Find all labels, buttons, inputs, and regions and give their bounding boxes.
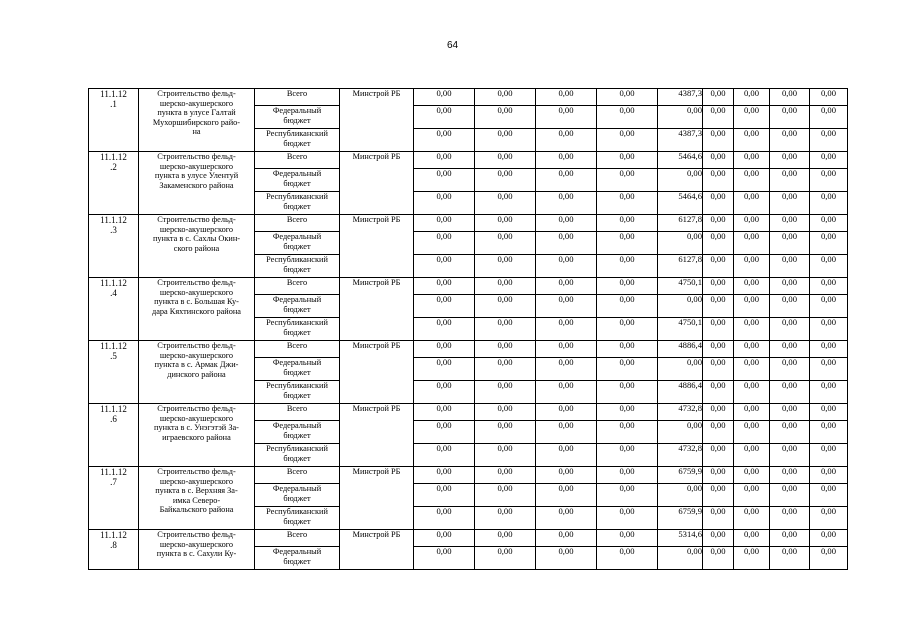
table-row: [89, 89, 848, 106]
value-cell: 0,00: [475, 467, 536, 484]
table-row: [89, 404, 848, 421]
item-number: 11.1.12 .5: [89, 341, 139, 404]
value-cell: 4886,4: [658, 341, 703, 358]
value-cell: 0,00: [734, 295, 770, 318]
value-cell: 0,00: [658, 295, 703, 318]
funding-source: Федеральный бюджет: [255, 295, 340, 318]
value-cell: 0,00: [810, 232, 848, 255]
value-cell: 0,00: [810, 169, 848, 192]
executor: Минстрой РБ: [340, 530, 414, 570]
value-cell: 0,00: [475, 106, 536, 129]
funding-source: Федеральный бюджет: [255, 232, 340, 255]
value-cell: 0,00: [734, 381, 770, 404]
value-cell: 0,00: [770, 547, 810, 570]
value-cell: 0,00: [597, 507, 658, 530]
value-cell: 0,00: [536, 318, 597, 341]
value-cell: 0,00: [810, 381, 848, 404]
value-cell: 0,00: [703, 507, 734, 530]
value-cell: 0,00: [770, 421, 810, 444]
value-cell: 0,00: [597, 421, 658, 444]
value-cell: 0,00: [734, 318, 770, 341]
value-cell: 0,00: [770, 152, 810, 169]
value-cell: 0,00: [770, 318, 810, 341]
value-cell: 0,00: [810, 192, 848, 215]
funding-source: Федеральный бюджет: [255, 547, 340, 570]
value-cell: 0,00: [770, 255, 810, 278]
item-name: Строительство фельд- шерско-акушерского пункта в с. Армак Джи- динского района: [139, 341, 255, 404]
value-cell: 0,00: [597, 255, 658, 278]
value-cell: 0,00: [475, 341, 536, 358]
value-cell: 6127,8: [658, 255, 703, 278]
value-cell: 0,00: [597, 232, 658, 255]
value-cell: 0,00: [597, 530, 658, 547]
value-cell: 0,00: [734, 530, 770, 547]
value-cell: 5464,6: [658, 152, 703, 169]
value-cell: 0,00: [597, 152, 658, 169]
item-number: 11.1.12 .2: [89, 152, 139, 215]
value-cell: 0,00: [597, 484, 658, 507]
value-cell: 0,00: [475, 381, 536, 404]
value-cell: 0,00: [703, 341, 734, 358]
value-cell: 0,00: [770, 169, 810, 192]
value-cell: 0,00: [734, 467, 770, 484]
value-cell: 0,00: [597, 318, 658, 341]
value-cell: 0,00: [770, 278, 810, 295]
funding-source: Республиканский бюджет: [255, 192, 340, 215]
item-name: Строительство фельд- шерско-акушерского пункта в с. Большая Ку- дара Кяхтинского района: [139, 278, 255, 341]
value-cell: 0,00: [703, 444, 734, 467]
value-cell: 0,00: [597, 129, 658, 152]
funding-table: [88, 88, 848, 570]
value-cell: 0,00: [597, 215, 658, 232]
value-cell: 0,00: [658, 169, 703, 192]
value-cell: 4886,4: [658, 381, 703, 404]
item-name: Строительство фельд- шерско-акушерского пункта в с. Верхняя За- имка Северо- Байкальского района: [139, 467, 255, 530]
funding-source: Всего: [255, 341, 340, 358]
value-cell: 0,00: [414, 547, 475, 570]
value-cell: 0,00: [734, 444, 770, 467]
value-cell: 4750,1: [658, 318, 703, 341]
funding-source: Федеральный бюджет: [255, 484, 340, 507]
value-cell: 0,00: [414, 192, 475, 215]
value-cell: 0,00: [770, 444, 810, 467]
executor: Минстрой РБ: [340, 152, 414, 215]
executor: Минстрой РБ: [340, 341, 414, 404]
value-cell: 6127,8: [658, 215, 703, 232]
table-row: [89, 278, 848, 295]
value-cell: 0,00: [810, 341, 848, 358]
value-cell: 0,00: [414, 444, 475, 467]
funding-source: Всего: [255, 404, 340, 421]
funding-source: Всего: [255, 89, 340, 106]
value-cell: 0,00: [414, 530, 475, 547]
value-cell: 0,00: [536, 358, 597, 381]
value-cell: 0,00: [770, 358, 810, 381]
value-cell: 0,00: [734, 232, 770, 255]
value-cell: 0,00: [475, 507, 536, 530]
executor: Минстрой РБ: [340, 278, 414, 341]
table-row: [89, 152, 848, 169]
value-cell: 0,00: [770, 295, 810, 318]
value-cell: 0,00: [414, 152, 475, 169]
value-cell: 0,00: [414, 358, 475, 381]
value-cell: 0,00: [536, 232, 597, 255]
value-cell: 0,00: [703, 547, 734, 570]
item-number: 11.1.12 .6: [89, 404, 139, 467]
value-cell: 0,00: [536, 507, 597, 530]
value-cell: 0,00: [536, 129, 597, 152]
value-cell: 0,00: [770, 129, 810, 152]
value-cell: 0,00: [536, 530, 597, 547]
value-cell: 0,00: [414, 484, 475, 507]
value-cell: 0,00: [770, 215, 810, 232]
value-cell: 5464,6: [658, 192, 703, 215]
value-cell: 0,00: [414, 278, 475, 295]
value-cell: 0,00: [475, 192, 536, 215]
funding-source: Всего: [255, 530, 340, 547]
value-cell: 0,00: [536, 278, 597, 295]
value-cell: 0,00: [734, 89, 770, 106]
value-cell: 0,00: [703, 129, 734, 152]
value-cell: 0,00: [810, 507, 848, 530]
value-cell: 0,00: [475, 358, 536, 381]
value-cell: 0,00: [475, 278, 536, 295]
value-cell: 0,00: [414, 129, 475, 152]
item-number: 11.1.12 .3: [89, 215, 139, 278]
value-cell: 0,00: [734, 255, 770, 278]
value-cell: 0,00: [734, 169, 770, 192]
value-cell: 0,00: [597, 278, 658, 295]
value-cell: 0,00: [703, 381, 734, 404]
value-cell: 0,00: [810, 421, 848, 444]
value-cell: 0,00: [414, 404, 475, 421]
value-cell: 0,00: [658, 484, 703, 507]
value-cell: 0,00: [770, 192, 810, 215]
funding-source: Федеральный бюджет: [255, 421, 340, 444]
value-cell: 0,00: [770, 89, 810, 106]
value-cell: 0,00: [475, 152, 536, 169]
value-cell: 0,00: [810, 530, 848, 547]
item-number: 11.1.12 .4: [89, 278, 139, 341]
value-cell: 0,00: [414, 381, 475, 404]
value-cell: 0,00: [597, 295, 658, 318]
value-cell: 0,00: [475, 484, 536, 507]
value-cell: 0,00: [475, 129, 536, 152]
value-cell: 0,00: [536, 404, 597, 421]
value-cell: 0,00: [597, 89, 658, 106]
value-cell: 0,00: [810, 295, 848, 318]
value-cell: 0,00: [536, 444, 597, 467]
value-cell: 4387,3: [658, 89, 703, 106]
value-cell: 0,00: [475, 444, 536, 467]
value-cell: 0,00: [414, 232, 475, 255]
value-cell: 0,00: [734, 106, 770, 129]
funding-source: Республиканский бюджет: [255, 507, 340, 530]
item-name: Строительство фельд- шерско-акушерского пункта в с. Унэгэтэй За- играевского района: [139, 404, 255, 467]
funding-source: Республиканский бюджет: [255, 129, 340, 152]
value-cell: 5314,6: [658, 530, 703, 547]
item-number: 11.1.12 .7: [89, 467, 139, 530]
value-cell: 0,00: [414, 341, 475, 358]
value-cell: 0,00: [703, 192, 734, 215]
value-cell: 0,00: [597, 547, 658, 570]
funding-source: Республиканский бюджет: [255, 318, 340, 341]
value-cell: 0,00: [536, 341, 597, 358]
value-cell: 0,00: [770, 507, 810, 530]
value-cell: 0,00: [597, 341, 658, 358]
value-cell: 0,00: [734, 358, 770, 381]
value-cell: 0,00: [810, 255, 848, 278]
value-cell: 0,00: [475, 215, 536, 232]
value-cell: 0,00: [734, 152, 770, 169]
value-cell: 0,00: [536, 547, 597, 570]
value-cell: 0,00: [536, 106, 597, 129]
value-cell: 0,00: [770, 530, 810, 547]
value-cell: 0,00: [810, 106, 848, 129]
value-cell: 0,00: [703, 530, 734, 547]
executor: Минстрой РБ: [340, 467, 414, 530]
value-cell: 6759,9: [658, 507, 703, 530]
value-cell: 0,00: [536, 421, 597, 444]
value-cell: 0,00: [734, 192, 770, 215]
value-cell: 0,00: [597, 192, 658, 215]
value-cell: 0,00: [475, 547, 536, 570]
value-cell: 0,00: [536, 295, 597, 318]
value-cell: 0,00: [770, 404, 810, 421]
value-cell: 0,00: [810, 89, 848, 106]
value-cell: 0,00: [810, 547, 848, 570]
value-cell: 0,00: [597, 106, 658, 129]
funding-source: Всего: [255, 152, 340, 169]
value-cell: 0,00: [810, 152, 848, 169]
executor: Минстрой РБ: [340, 89, 414, 152]
funding-source: Всего: [255, 278, 340, 295]
value-cell: 4750,1: [658, 278, 703, 295]
value-cell: 0,00: [734, 421, 770, 444]
value-cell: 0,00: [703, 318, 734, 341]
value-cell: 0,00: [658, 421, 703, 444]
funding-source: Республиканский бюджет: [255, 255, 340, 278]
value-cell: 0,00: [597, 381, 658, 404]
value-cell: 0,00: [703, 421, 734, 444]
value-cell: 0,00: [475, 318, 536, 341]
value-cell: 0,00: [475, 89, 536, 106]
value-cell: 0,00: [703, 404, 734, 421]
value-cell: 0,00: [597, 467, 658, 484]
value-cell: 0,00: [703, 358, 734, 381]
value-cell: 0,00: [810, 484, 848, 507]
item-number: 11.1.12 .1: [89, 89, 139, 152]
value-cell: 0,00: [703, 169, 734, 192]
value-cell: 0,00: [703, 255, 734, 278]
value-cell: 0,00: [703, 106, 734, 129]
value-cell: 0,00: [597, 444, 658, 467]
value-cell: 0,00: [414, 255, 475, 278]
value-cell: 0,00: [658, 547, 703, 570]
value-cell: 0,00: [475, 421, 536, 444]
value-cell: 0,00: [734, 404, 770, 421]
value-cell: 4732,8: [658, 444, 703, 467]
value-cell: 0,00: [703, 215, 734, 232]
value-cell: 4387,3: [658, 129, 703, 152]
value-cell: 0,00: [536, 152, 597, 169]
value-cell: 0,00: [810, 129, 848, 152]
value-cell: 0,00: [810, 318, 848, 341]
value-cell: 0,00: [414, 89, 475, 106]
item-name: Строительство фельд- шерско-акушерского пункта в с. Сахули Ку-: [139, 530, 255, 570]
executor: Минстрой РБ: [340, 404, 414, 467]
funding-source: Республиканский бюджет: [255, 381, 340, 404]
value-cell: 0,00: [414, 421, 475, 444]
funding-source: Всего: [255, 215, 340, 232]
item-number: 11.1.12 .8: [89, 530, 139, 570]
value-cell: 0,00: [703, 232, 734, 255]
value-cell: 0,00: [703, 278, 734, 295]
value-cell: 0,00: [536, 169, 597, 192]
table-row: [89, 341, 848, 358]
table-row: [89, 530, 848, 547]
value-cell: 0,00: [734, 507, 770, 530]
executor: Минстрой РБ: [340, 215, 414, 278]
funding-source: Всего: [255, 467, 340, 484]
value-cell: 0,00: [536, 484, 597, 507]
value-cell: 0,00: [414, 169, 475, 192]
value-cell: 0,00: [734, 547, 770, 570]
table-row: [89, 215, 848, 232]
value-cell: 0,00: [475, 255, 536, 278]
value-cell: 0,00: [810, 278, 848, 295]
value-cell: 0,00: [734, 129, 770, 152]
value-cell: 0,00: [658, 358, 703, 381]
value-cell: 0,00: [734, 215, 770, 232]
value-cell: 0,00: [703, 484, 734, 507]
value-cell: 0,00: [475, 404, 536, 421]
value-cell: 0,00: [475, 530, 536, 547]
value-cell: 0,00: [475, 232, 536, 255]
value-cell: 0,00: [703, 152, 734, 169]
value-cell: 0,00: [810, 404, 848, 421]
funding-source: Республиканский бюджет: [255, 444, 340, 467]
item-name: Строительство фельд- шерско-акушерского пункта в с. Сахлы Окин- ского района: [139, 215, 255, 278]
value-cell: 0,00: [597, 169, 658, 192]
value-cell: 0,00: [414, 318, 475, 341]
value-cell: 0,00: [810, 358, 848, 381]
value-cell: 0,00: [414, 106, 475, 129]
value-cell: 0,00: [536, 89, 597, 106]
value-cell: 0,00: [770, 467, 810, 484]
value-cell: 0,00: [414, 507, 475, 530]
value-cell: 4732,8: [658, 404, 703, 421]
value-cell: 0,00: [536, 215, 597, 232]
value-cell: 0,00: [770, 484, 810, 507]
value-cell: 0,00: [703, 89, 734, 106]
value-cell: 0,00: [810, 444, 848, 467]
value-cell: 0,00: [536, 467, 597, 484]
value-cell: 0,00: [734, 278, 770, 295]
value-cell: 0,00: [703, 467, 734, 484]
funding-source: Федеральный бюджет: [255, 169, 340, 192]
value-cell: 0,00: [810, 467, 848, 484]
value-cell: 0,00: [658, 232, 703, 255]
page-number: 64: [446, 40, 459, 51]
value-cell: 0,00: [770, 341, 810, 358]
value-cell: 0,00: [734, 484, 770, 507]
table-row: [89, 467, 848, 484]
value-cell: 0,00: [597, 404, 658, 421]
value-cell: 6759,9: [658, 467, 703, 484]
value-cell: 0,00: [414, 295, 475, 318]
value-cell: 0,00: [770, 106, 810, 129]
table-body: [89, 89, 848, 570]
item-name: Строительство фельд- шерско-акушерского пункта в улусе Галтай Мухоршибирского райо- на: [139, 89, 255, 152]
value-cell: 0,00: [658, 106, 703, 129]
value-cell: 0,00: [414, 215, 475, 232]
value-cell: 0,00: [703, 295, 734, 318]
value-cell: 0,00: [734, 341, 770, 358]
value-cell: 0,00: [475, 295, 536, 318]
funding-source: Федеральный бюджет: [255, 358, 340, 381]
value-cell: 0,00: [475, 169, 536, 192]
value-cell: 0,00: [414, 467, 475, 484]
value-cell: 0,00: [597, 358, 658, 381]
value-cell: 0,00: [770, 232, 810, 255]
item-name: Строительство фельд- шерско-акушерского пункта в улусе Улентуй Закаменского района: [139, 152, 255, 215]
funding-source: Федеральный бюджет: [255, 106, 340, 129]
value-cell: 0,00: [810, 215, 848, 232]
value-cell: 0,00: [770, 381, 810, 404]
value-cell: 0,00: [536, 255, 597, 278]
value-cell: 0,00: [536, 381, 597, 404]
value-cell: 0,00: [536, 192, 597, 215]
